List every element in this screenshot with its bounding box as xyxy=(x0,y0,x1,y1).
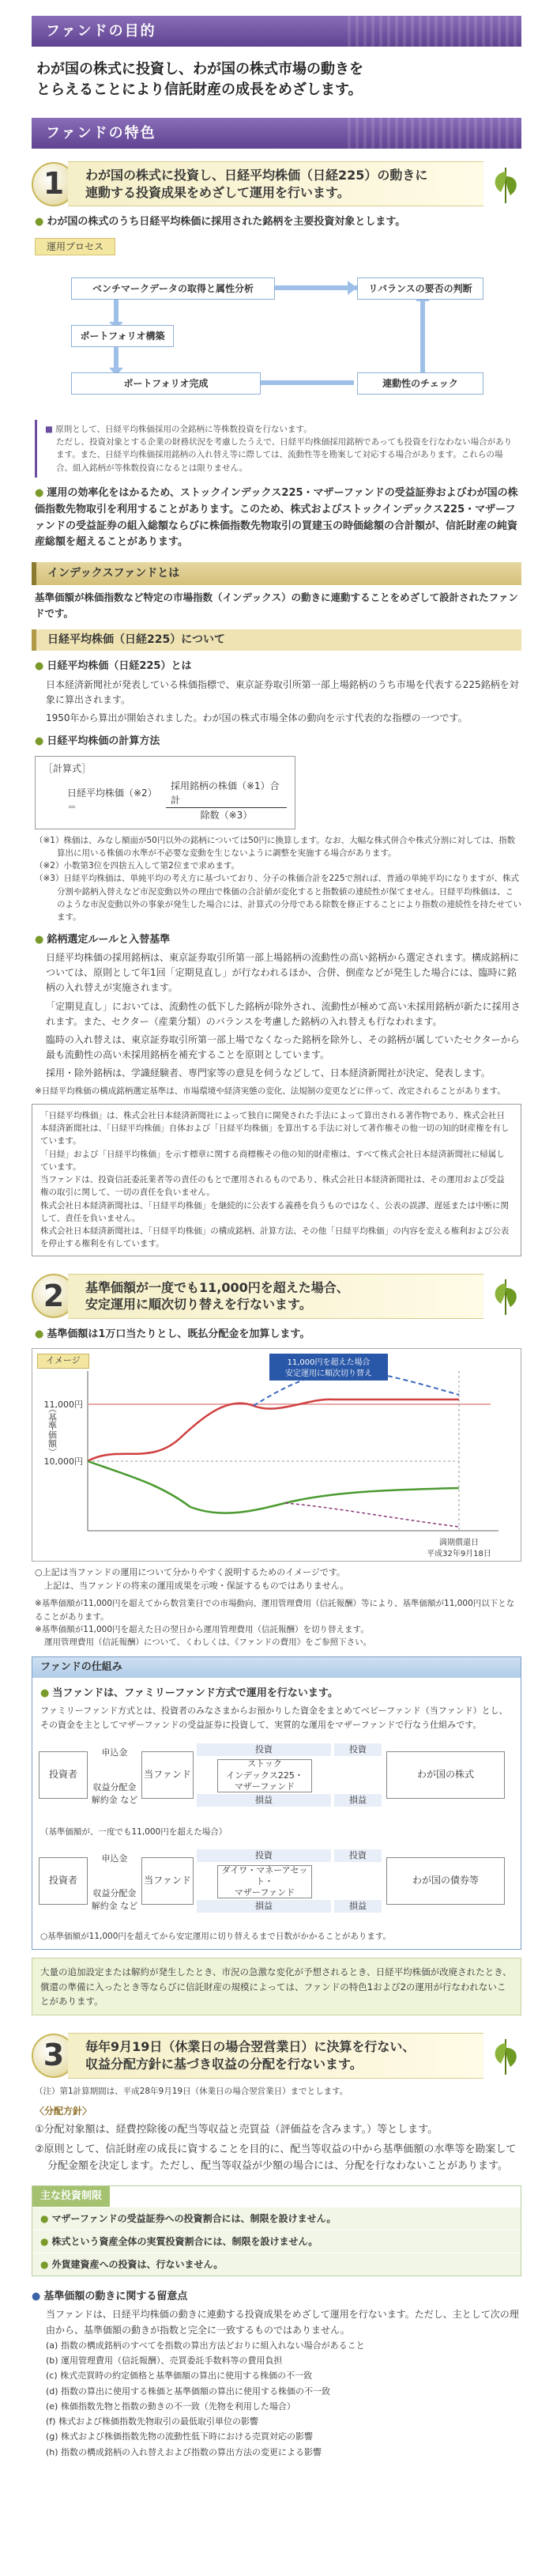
process-note-2: ただし、投資対象とする企業の財務状況を考慮したうえで、日経平均株価採用銘柄であっても投資を行なわない場合があります。また、日経平均株価採用銘柄の入れ替え等に際しては、流動性等を勘案して対応する場合があります。これらの場合、組入銘柄が等株数投資になるとは限りません。 xyxy=(56,437,513,473)
calc-note-3: （※3）日経平均株価は、単純平均の考え方に基づいており、分子の株価合計を225で割れば、普通の単純平均になりますが、株式分割や銘柄入替えなど市況変動以外の理由で株価の合計値が変化すると指数値の連続性が保てません。日経平均株価は、このような市況変動以外の事象が発生した場合には、計算式の分母である除数を修正することにより指数の連続性を持たせています。 xyxy=(35,874,521,923)
calc-note-1: （※1）株価は、みなし額面が50円以外の銘柄については50円に換算します。なお、大幅な株式併合や株式分割に対しては、指数算出に用いる株価の水準が不必要な変動を生じないように調整を実施する場合があります。 xyxy=(35,835,516,858)
investor-box-1: 投資者 xyxy=(39,1751,88,1799)
process-tag: 運用プロセス xyxy=(35,238,115,255)
features-header: ファンドの特色 xyxy=(32,118,521,149)
mother-fund-box-2: ダイワ・マネーアセット・ マザーファンド xyxy=(217,1865,312,1898)
maturity-label-2: 平成32年9月18日 xyxy=(427,1550,491,1559)
calc-notes xyxy=(35,834,521,924)
select-note: ※日経平均株価の構成銘柄選定基準は、市場環境や経済実態の変化、法規制の変更などに伴って、改定されることがあります。 xyxy=(35,1086,506,1096)
invest-label-1: 投資 xyxy=(197,1743,331,1757)
formula-lhs: 日経平均株価（※2）＝ xyxy=(67,788,157,814)
series-red-line xyxy=(88,1399,459,1461)
select-text-4: 採用・除外銘柄は、学識経験者、専門家等の意見を伺うなどして、日本経済新聞社が決定、発表します。 xyxy=(46,1067,491,1079)
restrictions-head: 主な投資制限 xyxy=(32,2186,110,2207)
risk-head: ● 基準価額の動きに関する留意点 xyxy=(32,2289,521,2305)
section-3-number: 3 xyxy=(32,2034,76,2078)
policy-2: ②原則として、信託財産の成長に資することを目的に、配当等収益の中から基準価額の水準等を勘案して分配金額を決定します。ただし、配当等収益が少額の場合には、分配を行なわないことがあります。 xyxy=(35,2143,517,2172)
leaf-icon xyxy=(490,164,521,205)
chart-caption-2: 上記は、当ファンドの将来の運用成果を示唆・保証するものではありません。 xyxy=(44,1580,349,1591)
tick-11000: 11,000円 xyxy=(43,1399,83,1411)
leaf-icon xyxy=(490,2035,521,2076)
purpose-header: ファンドの目的 xyxy=(32,16,521,47)
investor-box-2: 投資者 xyxy=(39,1857,88,1905)
mother-fund-box-1: ストック インデックス225・ マザーファンド xyxy=(217,1759,312,1792)
mechanism-desc: ファミリーファンド方式とは、投資者のみなさまからお預かりした資金をまとめてベビーファンド（当ファンド）とし、その資金を主としてマザーファンドの受益証券に投資して、実質的な運用をマザーファンドで行なう仕組みです。 xyxy=(40,1705,508,1731)
index-fund-title: インデックスファンドとは xyxy=(32,562,521,585)
callout-line-2: 安定運用に順次切り替え xyxy=(285,1369,372,1379)
policy-head: 〈分配方針〉 xyxy=(35,2105,92,2117)
disclaimer-3: 当ファンドは、投資信託委託業者等の責任のもとで運用されるものであり、株式会社日本経済新聞社は、その運用および受益権の取引に関して、一切の責任を負いません。 xyxy=(40,1175,505,1198)
redeem-label-2: 収益分配金 解約金 など xyxy=(91,1887,138,1912)
section-2-note-2: ※基準価額が11,000円を超えた日の翌日から運用管理費用（信託報酬）を切り替えます。 xyxy=(35,1624,369,1634)
risk-intro: 当ファンドは、日経平均株価の動きに連動する投資成果をめざして運用を行ないます。ただし、主として次の理由から、基準価額の動きが指数と完全に一致するものではありません。 xyxy=(46,2309,519,2336)
invest-label-2: 投資 xyxy=(334,1743,382,1757)
risk-item-d: (d) 指数の算出に使用する株価と基準価額の算出に使用する株価の不一致 xyxy=(46,2385,331,2397)
nikkei-what-head: ● 日経平均株価（日経225）とは xyxy=(35,659,521,674)
leaf-icon xyxy=(490,1275,521,1316)
disclaimer-5: 株式会社日本経済新聞社は、「日経平均株価」の構成銘柄、計算方法、その他「日経平均株価」の内容を変える権利および公表を停止する権利を有しています。 xyxy=(40,1226,510,1249)
risk-item-e: (e) 株価指数先物と指数の動きの不一致（先物を利用した場合） xyxy=(46,2400,295,2412)
profit-label-1: 損益 xyxy=(197,1794,331,1807)
process-note-1: ■ 原則として、日経平均株価採用の全銘柄に等株数投資を行ないます。 xyxy=(45,423,514,436)
restriction-item-3: ● 外貨建資産への投資は、行ないません。 xyxy=(32,2253,521,2276)
risk-item-b: (b) 運用管理費用（信託報酬）、売買委託手数料等の費用負担 xyxy=(46,2355,283,2366)
market-box-2: わが国の債券等 xyxy=(386,1857,505,1905)
section-3-head xyxy=(32,2033,521,2078)
flow-box-build: ポートフォリオ構築 xyxy=(71,325,174,347)
disclaimer-2: 「日経」および「日経平均株価」を示す標章に関する商標権その他の知的財産権は、すべて株式会社日本経済新聞社に帰属しています。 xyxy=(40,1149,505,1172)
section-2-title-line-1: 基準価額が一度でも11,000円を超えた場合、 xyxy=(85,1279,349,1295)
subscribe-label-2: 申込金 xyxy=(101,1853,128,1864)
risk-item-c: (c) 株式売買時の約定価格と基準価額の算出に使用する株価の不一致 xyxy=(46,2370,313,2381)
section-2-title-line-2: 安定運用に順次切り替えを行ないます。 xyxy=(85,1297,312,1313)
flow-box-rebalance: リバランスの要否の判断 xyxy=(357,278,483,300)
investment-restrictions xyxy=(32,2185,521,2276)
purpose-line-1: わが国の株式に投資し、わが国の株式市場の動きを xyxy=(36,61,363,77)
section-2-notes xyxy=(35,1597,521,1649)
risk-item-g: (g) 株式および株価指数先物の流動性低下時における売買対応の影響 xyxy=(46,2431,314,2442)
formula-label: ［計算式］ xyxy=(43,762,92,774)
fund-box-1: 当ファンド xyxy=(141,1751,194,1799)
nikkei-what-text-1: 日本経済新聞社が発表している株価指標で、東京証券取引所第一部上場銘柄のうち市場を代表する225銘柄を対象に算出されます。 xyxy=(46,678,519,705)
section-1-number: 1 xyxy=(32,162,76,206)
mechanism-diagram-2 xyxy=(39,1841,514,1928)
select-text-2: 「定期見直し」においては、流動性の低下した銘柄が除外され、流動性が極めて高い未採用銘柄が新たに採用されます。また、セクター（産業分類）のバランスを考慮した銘柄の入れ替えも行なわれます。 xyxy=(46,1000,521,1027)
purpose-text xyxy=(36,59,521,100)
profit-label-3: 損益 xyxy=(197,1900,331,1913)
mechanism-bullet: ● 当ファンドは、ファミリーファンド方式で運用を行ないます。 xyxy=(40,1686,521,1702)
risk-item-f: (f) 株式および株価指数先物取引の最低取引単位の影響 xyxy=(46,2416,258,2427)
nikkei-what-text-2: 1950年から算出が開始されました。わが国の株式市場全体の動向を示す代表的な指標の一つです。 xyxy=(46,712,468,723)
section-1-title xyxy=(68,161,483,206)
nikkei-title: 日経平均株価（日経225）について xyxy=(32,629,521,651)
mechanism-after-head: （基準価額が、一度でも11,000円を超えた場合） xyxy=(40,1826,228,1837)
profit-label-2: 損益 xyxy=(334,1794,382,1807)
fund-box-2: 当ファンド xyxy=(141,1857,194,1905)
index-fund-text: 基準価額が株価指数など特定の市場指数（インデックス）の動きに連動することをめざして設計されたファンドです。 xyxy=(35,591,518,620)
calc-head: ● 日経平均株価の計算方法 xyxy=(35,734,521,750)
section-3-note: （注）第1計算期間は、平成28年9月19日（休業日の場合翌営業日）までとします。 xyxy=(35,2086,348,2096)
section-2-note-3: 運用管理費用（信託報酬）について、くわしくは、《ファンドの費用》をご参照下さい。 xyxy=(44,1637,372,1648)
profit-label-4: 損益 xyxy=(334,1900,382,1913)
formula-fraction xyxy=(166,779,287,822)
subscribe-label-1: 申込金 xyxy=(101,1747,128,1758)
invest-label-3: 投資 xyxy=(197,1849,331,1863)
risk-list xyxy=(46,2338,521,2460)
nikkei-disclaimer xyxy=(32,1104,521,1256)
fund-mechanism xyxy=(32,1656,521,1950)
efficiency-text: ● 運用の効率化をはかるため、ストックインデックス225・マザーファンドの受益証券およびわが国の株価指数先物取引を利用することがあります。このため、株式およびストックインデックス225・マザーファンドの受益証券の組入総額ならびに株価指数先物取引の買建玉の時価総額の合計額が、信託財産の純資産総額を超えることがあります。 xyxy=(35,485,521,551)
flow-box-benchmark: ベンチマークデータの取得と属性分析 xyxy=(71,278,275,300)
maturity-label-1: 満期償還日 xyxy=(439,1539,479,1548)
formula-box xyxy=(35,756,295,829)
section-3-title xyxy=(68,2033,483,2078)
section-3-title-line-1: 毎年9月19日（休業日の場合翌営業日）に決算を行ない、 xyxy=(85,2039,416,2055)
flow-box-check: 連動性のチェック xyxy=(357,372,483,395)
formula-numerator: 採用銘柄の株価（※1）合計 xyxy=(166,779,287,808)
policy-1: ①分配対象額は、経費控除後の配当等収益と売買益（評価益を含みます。）等とします。 xyxy=(35,2124,438,2136)
large-transaction-note: 大量の追加設定または解約が発生したとき、市況の急激な変化が予想されるとき、日経平均株価が改廃されたとき、償還の準備に入ったとき等ならびに信託財産の規模によっては、ファンドの特色1および2の運用が行なわれないことがあります。 xyxy=(32,1958,521,2015)
disclaimer-1: 「日経平均株価」は、株式会社日本経済新聞社によって独自に開発された手法によって算出される著作物であり、株式会社日本経済新聞社は、「日経平均株価」自体および「日経平均株価」を算出する手法に対して著作権その他一切の知的財産権を有しています。 xyxy=(40,1110,510,1146)
section-2-note-1: ※基準価額が11,000円を超えてから数営業日での市場動向、運用管理費用（信託報酬）等により、基準価額が11,000円以下となることがあります。 xyxy=(35,1599,515,1622)
section-1-head xyxy=(32,161,521,206)
section-2-title xyxy=(68,1274,483,1319)
restriction-item-1: ● マザーファンドの受益証券への投資割合には、制限を設けません。 xyxy=(32,2207,521,2230)
mechanism-head: ファンドの仕組み xyxy=(32,1657,521,1678)
series-green-line xyxy=(88,1461,459,1513)
select-text-3: 臨時の入れ替えは、東京証券取引所第一部上場でなくなった銘柄を除外し、その銘柄が属していたセクターから最も流動性の高い未採用銘柄を補充することを原則としています。 xyxy=(46,1033,520,1061)
formula-denominator: 除数（※3） xyxy=(200,809,253,821)
redeem-label-1: 収益分配金 解約金 など xyxy=(91,1781,138,1806)
select-head: ● 銘柄選定ルールと入替基準 xyxy=(35,932,521,948)
disclaimer-4: 株式会社日本経済新聞社は、「日経平均株価」を継続的に公表する義務を負うものではなく、公表の誤謬、遅延または中断に関して、責任を負いません。 xyxy=(40,1200,510,1223)
purpose-line-2: とらえることにより信託財産の成長をめざします。 xyxy=(36,81,363,99)
section-3-title-line-2: 収益分配方針に基づき収益の分配を行ないます。 xyxy=(85,2056,363,2072)
process-notes xyxy=(35,420,521,478)
tick-10000: 10,000円 xyxy=(43,1456,83,1467)
section-2-bullet: ● 基準価額は1万口当たりとし、既払分配金を加算します。 xyxy=(35,1327,521,1343)
chart-svg xyxy=(32,1349,521,1561)
risk-item-a: (a) 指数の構成銘柄のすべてを指数の算出方法どおりに組入れない場合があること xyxy=(46,2340,365,2351)
mechanism-diagram-1 xyxy=(39,1736,514,1822)
y-axis-label: （基準価額） xyxy=(47,1404,58,1457)
section-2-number: 2 xyxy=(32,1274,76,1318)
section-1-bullet: ● わが国の株式のうち日経平均株価に採用された銘柄を主要投資対象とします。 xyxy=(35,214,521,230)
mechanism-after-note: ○基準価額が11,000円を超えてから安定運用に切り替えるまで日数がかかることがあります。 xyxy=(40,1931,392,1941)
calc-note-2: （※2）小数第3位を四捨五入して第2位まで求めます。 xyxy=(35,861,239,871)
chart-caption-1: ○上記は当ファンドの運用について分かりやすく説明するためのイメージです。 xyxy=(35,1567,345,1578)
select-text-1: 日経平均株価の採用銘柄は、東京証券取引所第一部上場銘柄の流動性の高い銘柄から選定されます。構成銘柄については、原則として年1回「定期見直し」が行なわれるほか、合併、倒産などが発生した場合には、臨時に銘柄の入れ替えが実施されます。 xyxy=(46,952,520,994)
process-flow-diagram xyxy=(32,262,521,412)
section-2-head xyxy=(32,1274,521,1319)
risk-item-h: (h) 指数の構成銘柄の入れ替えおよび指数の算出方法の変更による影響 xyxy=(46,2446,322,2457)
market-box-1: わが国の株式 xyxy=(386,1751,505,1799)
nav-image-chart xyxy=(32,1348,521,1562)
series-purple-dashed xyxy=(285,1503,459,1527)
section-1-title-line-1: わが国の株式に投資し、日経平均株価（日経225）の動きに xyxy=(85,168,428,183)
formula-row xyxy=(43,779,287,822)
invest-label-4: 投資 xyxy=(334,1849,382,1863)
chart-tag: イメージ xyxy=(37,1354,89,1369)
restriction-item-2: ● 株式という資産全体の実質投資割合には、制限を設けません。 xyxy=(32,2230,521,2253)
callout-line-1: 11,000円を超えた場合 xyxy=(287,1358,371,1368)
section-1-title-line-2: 連動する投資成果をめざして運用を行います。 xyxy=(85,184,350,200)
flow-box-complete: ポートフォリオ完成 xyxy=(71,372,261,395)
